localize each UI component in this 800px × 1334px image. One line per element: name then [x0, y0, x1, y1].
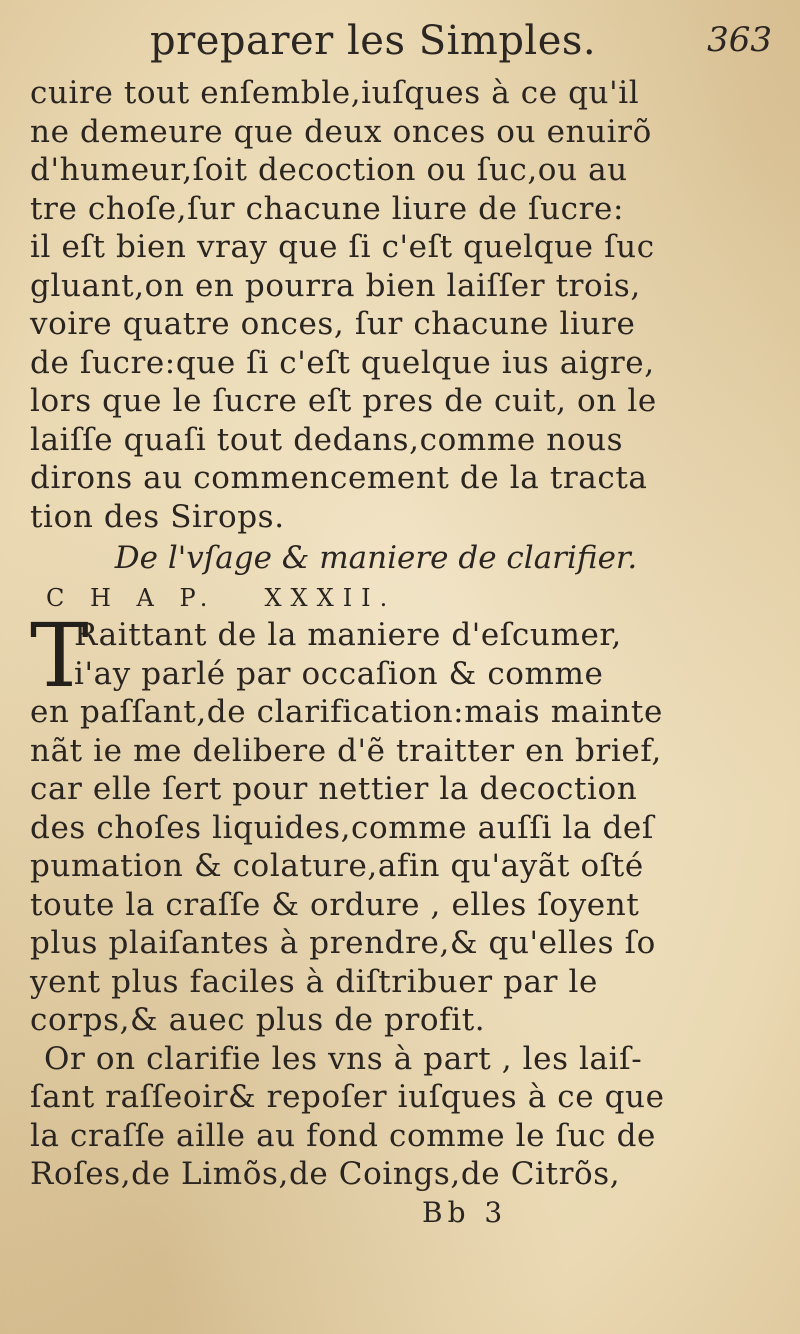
text-line: tion des Sirops. — [30, 498, 285, 535]
chapter-number: XXXII. — [264, 584, 397, 612]
text-line: gluant,on en pourra bien laiſſer trois, — [30, 267, 641, 304]
text-line: cuire tout enſemble,iuſques à ce qu'il — [30, 75, 640, 111]
body-text — [30, 74, 782, 1232]
text-line: ſant raſſeoir& repoſer iuſques à ce que — [30, 1079, 665, 1115]
text-line: Or on clarifie les vns à part , les laiſ- — [44, 1040, 643, 1077]
text-line: Roſes,de Limõs,de Coings,de Citrõs, — [30, 1156, 621, 1192]
text-line: de ſucre:que ſi c'eſt quelque ius aigre, — [30, 344, 655, 381]
text-line: d'humeur,ſoit decoction ou ſuc,ou au — [30, 152, 628, 188]
section-heading: De l'vſage & maniere de clarifier. — [114, 540, 638, 576]
text-line: en paſſant,de clarification:mais mainte — [30, 694, 663, 730]
text-line: toute la craſſe & ordure , elles ſoyent — [30, 886, 640, 923]
text-line: corps,& auec plus de profit. — [30, 1002, 486, 1038]
text-line: car elle ſert pour nettier la decoction — [30, 771, 638, 807]
text-line: la craſſe aille au fond comme le ſuc de — [30, 1117, 656, 1154]
text-line: ne demeure que deux onces ou enuirõ — [30, 113, 652, 150]
text-line: laiſſe quaſi tout dedans,comme nous — [30, 421, 624, 458]
text-line: nãt ie me delibere d'ẽ traitter en brief, — [30, 732, 662, 769]
text-line: dirons au commencement de la tracta — [30, 460, 648, 496]
page-number: 363 — [707, 20, 772, 60]
running-head: preparer les Simples. — [150, 18, 597, 64]
drop-cap: T — [30, 604, 89, 707]
chapter-heading — [30, 580, 782, 616]
paragraph-1 — [30, 604, 782, 707]
text-line: des choſes liquides,comme auſſi la deſ — [30, 809, 654, 846]
text-line: lors que le ſucre eſt pres de cuit, on le — [30, 383, 657, 419]
text-line: Raittant de la maniere d'eſcumer, — [74, 617, 622, 653]
text-line: pumation & colature,afin qu'ayãt oſté — [30, 848, 644, 884]
text-line: plus plaiſantes à prendre,& qu'elles ſo — [30, 925, 656, 961]
page-header — [150, 18, 772, 78]
text-line: tre choſe,ſur chacune liure de ſucre: — [30, 190, 625, 227]
signature-mark: Bb 3 — [422, 1195, 508, 1229]
text-line: il eſt bien vray que ſi c'eſt quelque ſuc — [30, 229, 655, 265]
text-line: i'ay parlé par occaſion & comme — [74, 655, 604, 692]
chapter-label: C H A P. — [46, 584, 217, 612]
text-line: voire quatre onces, ſur chacune liure — [30, 306, 636, 342]
text-line: yent plus faciles à diſtribuer par le — [30, 963, 598, 1000]
